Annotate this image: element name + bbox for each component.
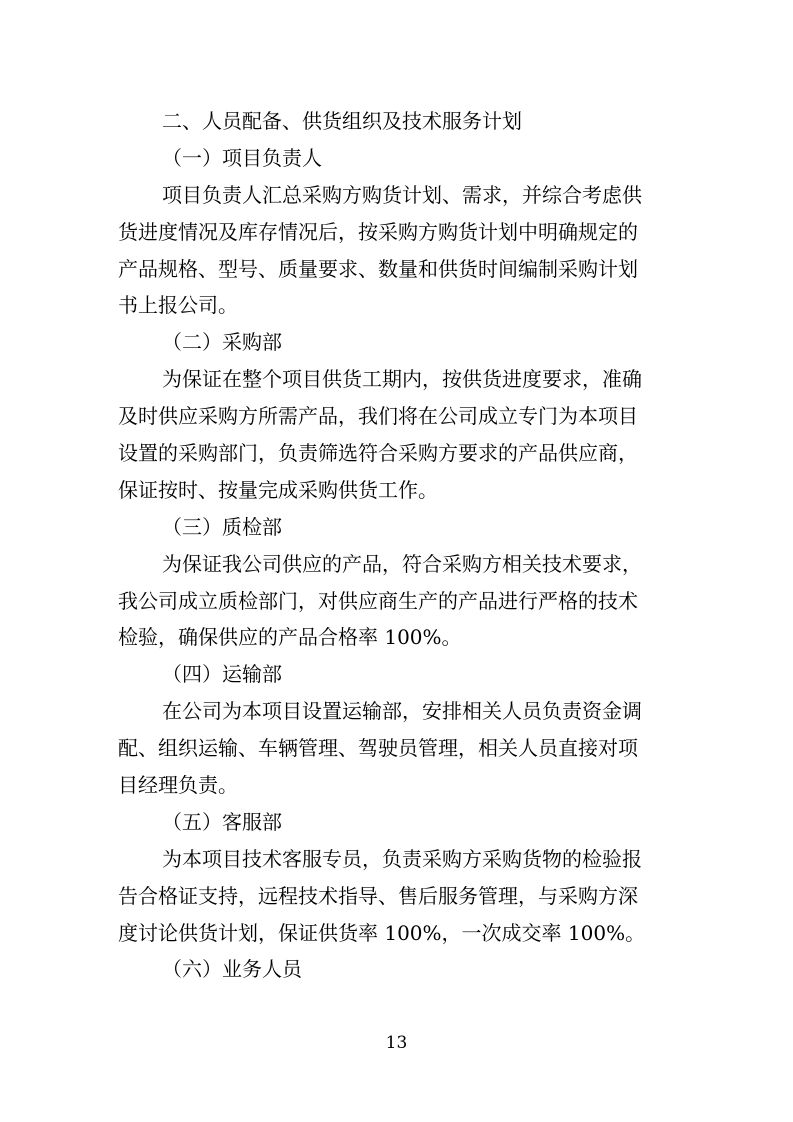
paragraph-line: 产品规格、型号、质量要求、数量和供货时间编制采购计划 (118, 256, 638, 281)
document-body (118, 103, 678, 988)
paragraph-line: 项目负责人汇总采购方购货计划、需求，并综合考虑供 (162, 182, 642, 207)
paragraph-line: 在公司为本项目设置运输部，安排相关人员负责资金调 (162, 699, 642, 724)
section-title-business-staff: （六）业务人员 (162, 957, 302, 982)
paragraph-line: 目经理负责。 (118, 773, 238, 798)
paragraph-line: 检验，确保供应的产品合格率 100%。 (118, 625, 462, 650)
paragraph-line: 书上报公司。 (118, 293, 238, 318)
paragraph-line: 我公司成立质检部门，对供应商生产的产品进行严格的技术 (118, 588, 638, 613)
section-heading: 二、人员配备、供货组织及技术服务计划 (162, 109, 522, 133)
paragraph-line: 配、组织运输、车辆管理、驾驶员管理，相关人员直接对项 (118, 736, 638, 761)
paragraph-line: 告合格证支持，远程技术指导、售后服务管理，与采购方深 (118, 883, 638, 908)
page-number: 13 (385, 1033, 408, 1053)
paragraph-line: 设置的采购部门，负责筛选符合采购方要求的产品供应商， (118, 441, 638, 466)
paragraph-line: 为本项目技术客服专员，负责采购方采购货物的检验报 (162, 846, 642, 871)
paragraph-line: 为保证在整个项目供货工期内，按供货进度要求，准确 (162, 367, 642, 392)
paragraph-line: 保证按时、按量完成采购供货工作。 (118, 477, 438, 502)
paragraph-line: 及时供应采购方所需产品，我们将在公司成立专门为本项目 (118, 404, 638, 429)
paragraph-line: 为保证我公司供应的产品，符合采购方相关技术要求， (162, 551, 642, 576)
section-title-customer-service: （五）客服部 (162, 809, 282, 834)
paragraph-line: 度讨论供货计划，保证供货率 100%，一次成交率 100%。 (118, 920, 646, 945)
section-title-procurement: （二）采购部 (162, 330, 282, 355)
section-title-transport: （四）运输部 (162, 662, 282, 687)
section-title-quality: （三）质检部 (162, 514, 282, 539)
paragraph-line: 货进度情况及库存情况后，按采购方购货计划中明确规定的 (118, 219, 638, 244)
section-title-project-lead: （一）项目负责人 (162, 145, 322, 170)
